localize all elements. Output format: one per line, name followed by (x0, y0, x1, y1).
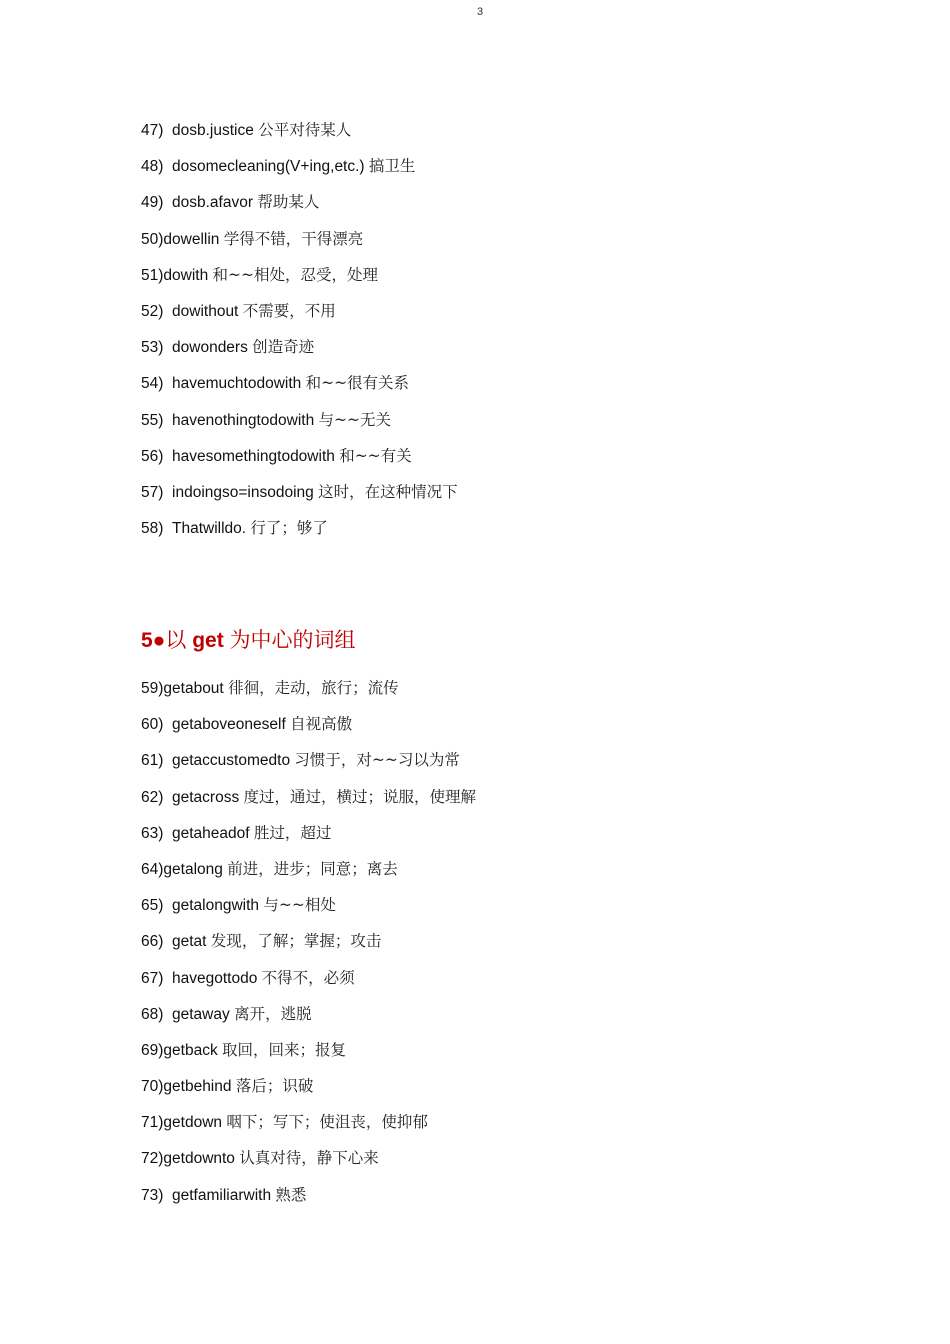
phrase-text: 73) getfamiliarwith (141, 1186, 272, 1204)
phrase-meaning: 习惯于，对~~习以为常 (294, 751, 460, 770)
phrase-meaning: 创造奇迹 (252, 338, 315, 357)
list-item (141, 407, 458, 443)
phrase-text: 48) dosomecleaning(V+ing,etc.) (141, 158, 365, 176)
section-title-post: 为中心的词组 (229, 628, 356, 652)
phrase-list-get (141, 675, 476, 1218)
phrase-text: 53) dowonders (141, 339, 248, 357)
section-number: 5● (141, 629, 166, 652)
phrase-text: 61) getaccustomedto (141, 752, 291, 770)
phrase-text: 55) havenothingtodowith (141, 411, 315, 429)
phrase-meaning: 和~~相处，忍受，处理 (212, 265, 379, 284)
phrase-meaning: 认真对待，静下心来 (239, 1149, 379, 1168)
phrase-text: 58) Thatwilldo. (141, 520, 247, 538)
phrase-meaning: 不得不，必须 (261, 968, 355, 987)
phrase-meaning: 学得不错，干得漂亮 (223, 229, 364, 248)
phrase-text: 68) getaway (141, 1005, 230, 1023)
phrase-text: 49) dosb.afavor (141, 194, 254, 212)
phrase-meaning: 咽下；写下；使沮丧，使抑郁 (226, 1113, 428, 1132)
list-item (141, 1109, 476, 1145)
list-item (141, 479, 458, 515)
phrase-list-do (141, 117, 458, 551)
phrase-text: 56) havesomethingtodowith (141, 447, 335, 465)
phrase-meaning: 胜过，超过 (253, 823, 332, 842)
phrase-meaning: 与~~无关 (318, 410, 392, 429)
list-item (141, 965, 476, 1001)
phrase-meaning: 熟悉 (275, 1185, 307, 1204)
phrase-text: 71)getdown (141, 1114, 223, 1132)
list-item (141, 117, 458, 153)
list-item (141, 515, 458, 551)
list-item (141, 820, 476, 856)
page-number: 3 (476, 6, 484, 18)
phrase-text: 54) havemuchtodowith (141, 375, 302, 393)
phrase-text: 64)getalong (141, 860, 223, 878)
section-heading (141, 624, 356, 657)
phrase-text: 66) getat (141, 933, 207, 951)
list-item (141, 1037, 476, 1073)
list-item (141, 784, 476, 820)
phrase-meaning: 徘徊，走动，旅行；流传 (228, 679, 399, 697)
phrase-meaning: 与~~相处 (263, 896, 336, 915)
section-title-pre: 以 (165, 628, 187, 652)
section-keyword: get (192, 629, 224, 652)
list-item (141, 226, 458, 262)
phrase-meaning: 取回，回来；报复 (222, 1040, 347, 1059)
phrase-meaning: 和~~很有关系 (305, 374, 410, 393)
list-item (141, 262, 458, 298)
list-item (141, 1073, 476, 1109)
phrase-text: 70)getbehind (141, 1078, 232, 1096)
list-item (141, 1182, 476, 1218)
list-item (141, 370, 458, 406)
list-item (141, 892, 476, 928)
phrase-text: 67) havegottodo (141, 969, 258, 987)
list-item (141, 747, 476, 783)
list-item (141, 856, 476, 892)
phrase-meaning: 前进，进步；同意；离去 (227, 859, 398, 878)
list-item (141, 443, 458, 479)
phrase-meaning: 不需要，不用 (242, 301, 336, 320)
phrase-text: 52) dowithout (141, 302, 239, 320)
list-item (141, 1001, 476, 1037)
phrase-meaning: 这时，在这种情况下 (318, 482, 458, 501)
phrase-text: 63) getaheadof (141, 824, 250, 842)
list-item (141, 1145, 476, 1181)
list-item (141, 189, 458, 225)
phrase-meaning: 落后；识破 (235, 1077, 314, 1096)
phrase-meaning: 搞卫生 (368, 157, 416, 176)
phrase-meaning: 和~~有关 (339, 446, 412, 465)
phrase-text: 69)getback (141, 1041, 218, 1059)
phrase-text: 47) dosb.justice (141, 122, 254, 139)
list-item (141, 153, 458, 189)
list-item (141, 711, 476, 747)
list-item (141, 298, 458, 334)
phrase-text: 59)getabout (141, 680, 224, 697)
phrase-meaning: 发现，了解；掌握；攻击 (210, 932, 382, 951)
phrase-meaning: 行了；够了 (250, 519, 328, 538)
phrase-meaning: 离开，逃脱 (234, 1004, 312, 1023)
phrase-text: 57) indoingso=insodoing (141, 483, 314, 501)
phrase-text: 62) getacross (141, 788, 240, 806)
phrase-text: 50)dowellin (141, 230, 220, 248)
phrase-text: 72)getdownto (141, 1150, 235, 1168)
phrase-text: 65) getalongwith (141, 897, 260, 915)
list-item (141, 928, 476, 964)
phrase-meaning: 帮助某人 (257, 193, 320, 212)
list-item (141, 675, 476, 711)
phrase-text: 60) getaboveoneself (141, 716, 286, 734)
list-item (141, 334, 458, 370)
phrase-meaning: 自视高傲 (290, 715, 353, 734)
phrase-meaning: 公平对待某人 (258, 121, 352, 139)
phrase-meaning: 度过，通过，横过；说服，使理解 (243, 787, 477, 806)
phrase-text: 51)dowith (141, 266, 209, 284)
